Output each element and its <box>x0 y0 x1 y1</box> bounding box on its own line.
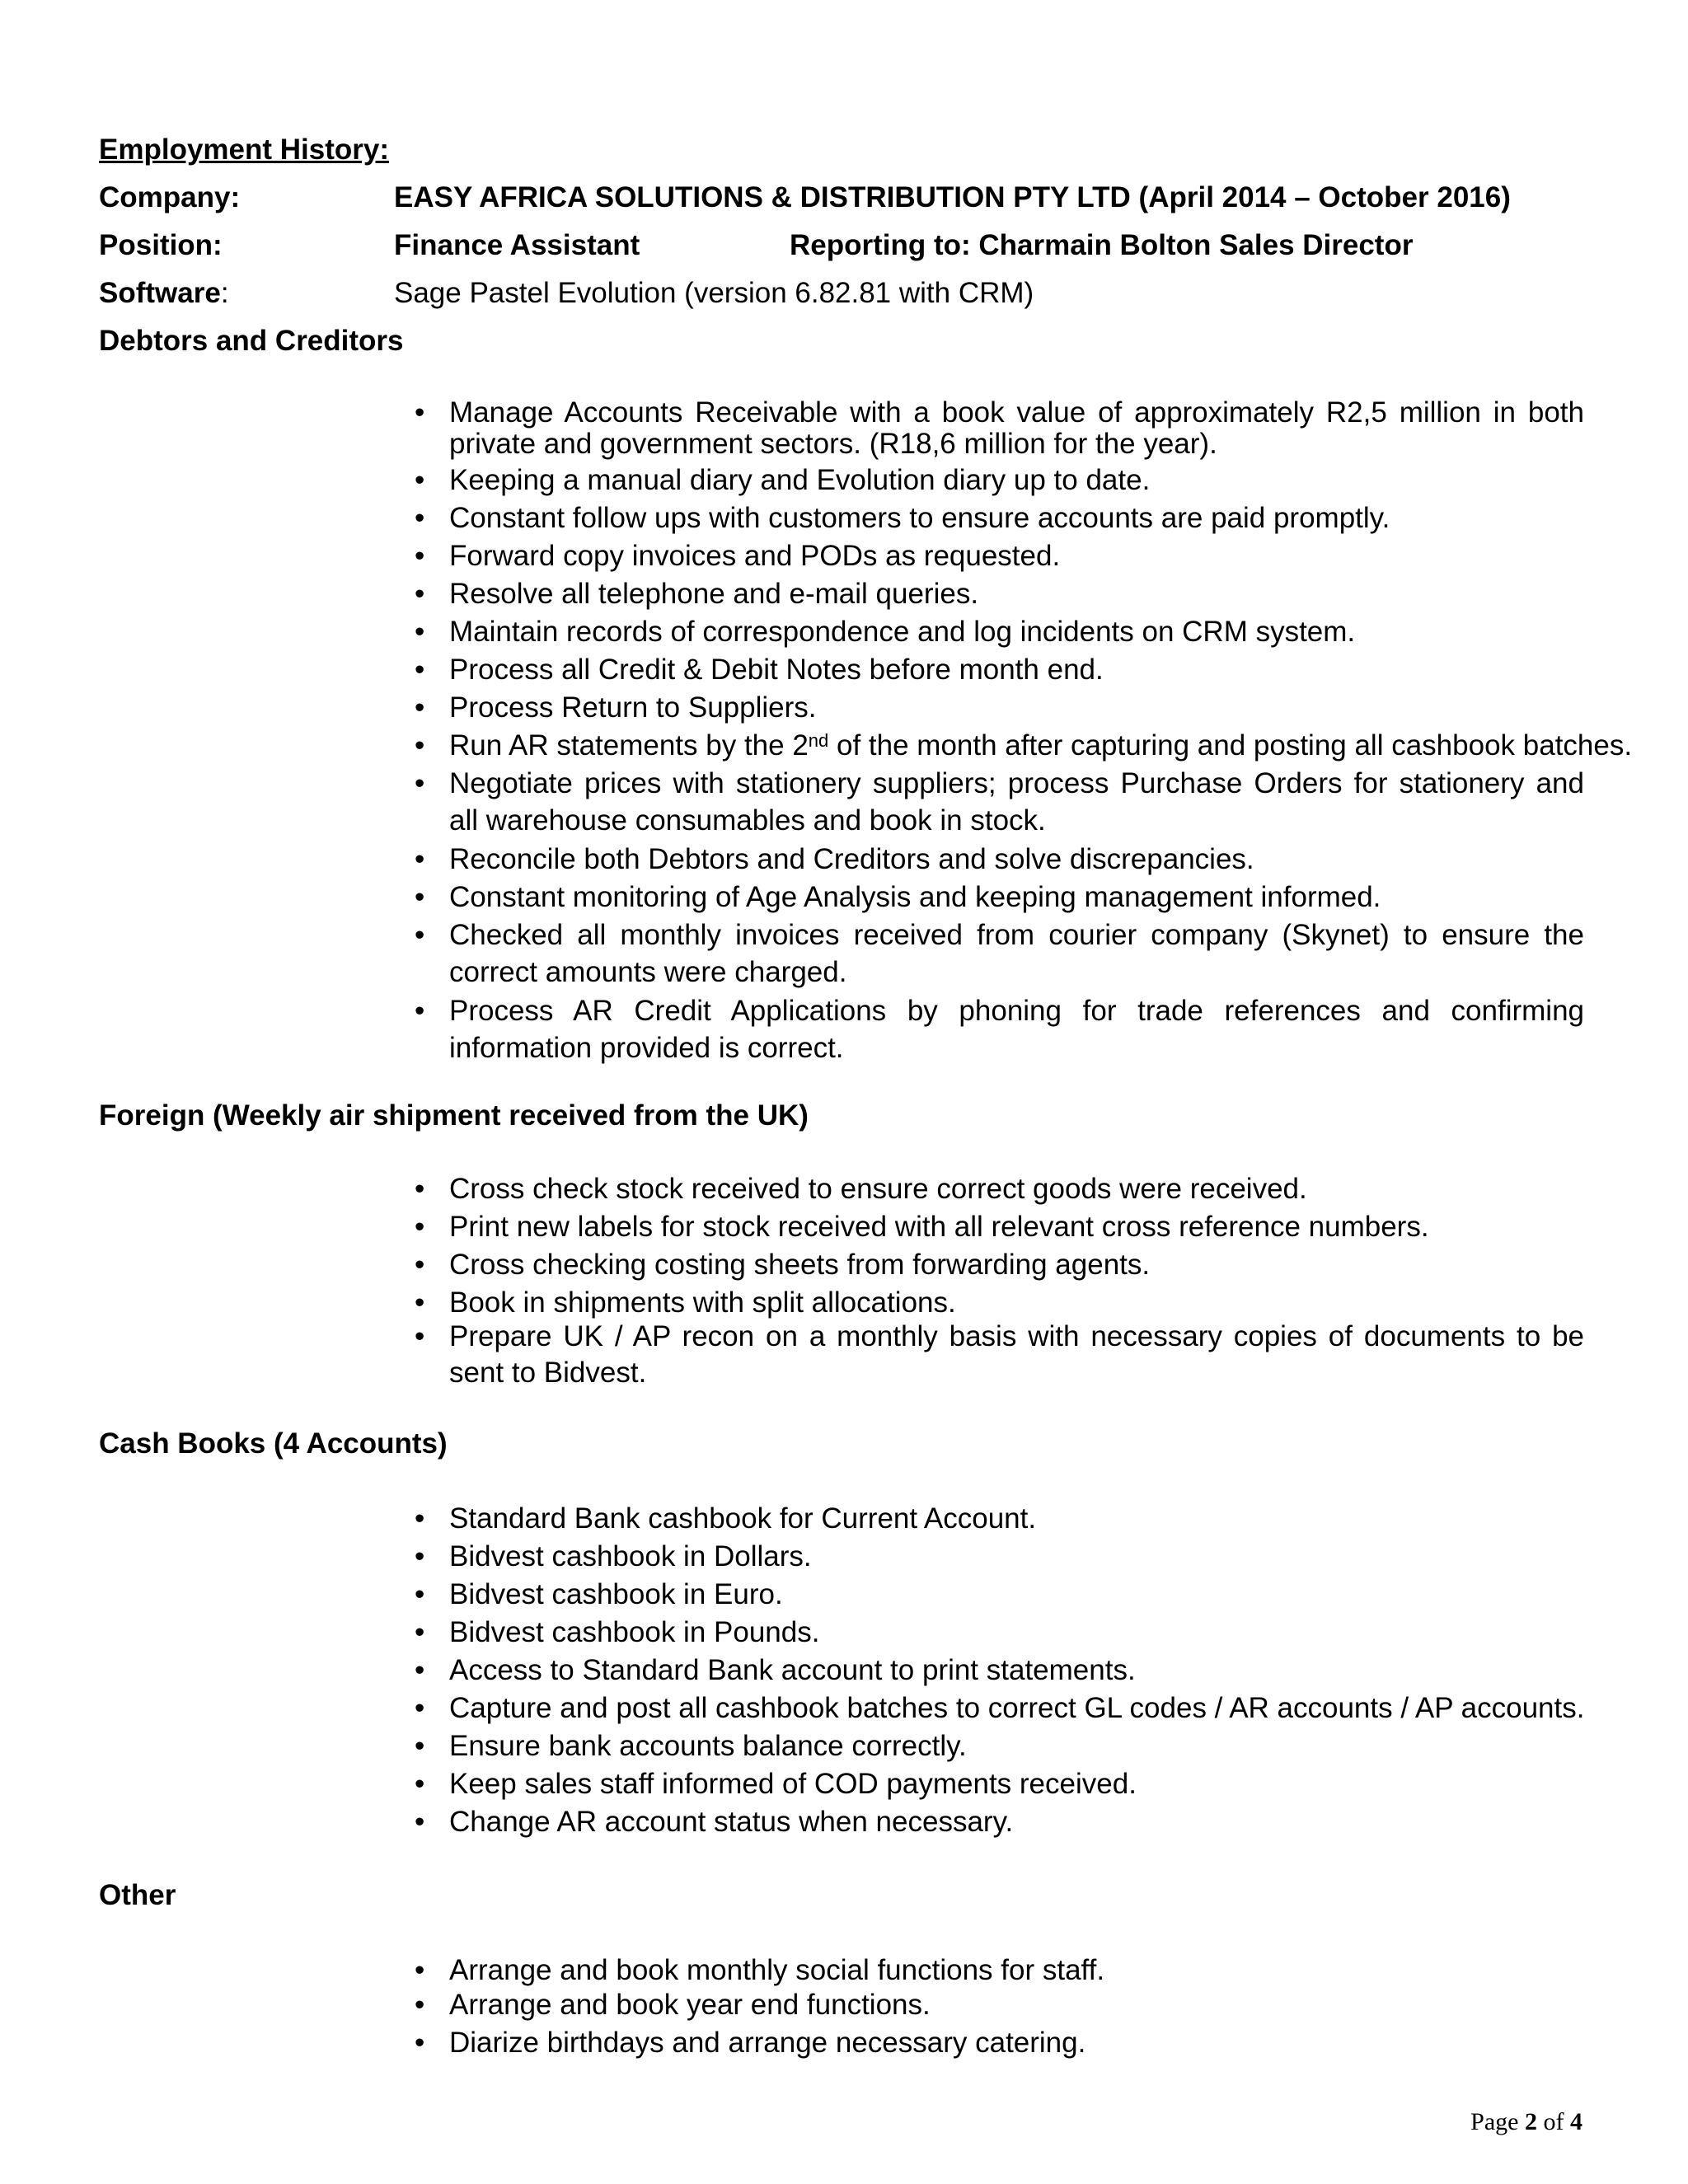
list-item: • Capture and post all cashbook batches to correct GL codes / AR accounts / AP accounts. <box>449 1690 1584 1727</box>
list-item: • Negotiate prices with stationery suppliers; process Purchase Orders for stationery and all warehouse consumables and book in stock. <box>449 765 1584 839</box>
list-item: • Reconcile both Debtors and Creditors and solve discrepancies. <box>449 841 1584 878</box>
bullet-icon: • <box>415 1249 425 1281</box>
software-label: Software <box>99 277 221 309</box>
list-item: • Diarize birthdays and arrange necessary catering. <box>449 2024 1584 2061</box>
list-item: • Process AR Credit Applications by phoning for trade references and confirming information provided is correct. <box>449 992 1584 1066</box>
list-item: • Arrange and book monthly social functions for staff. <box>449 1952 1584 1989</box>
list-item: • Keeping a manual diary and Evolution diary up to date. <box>449 462 1584 499</box>
bullet-icon: • <box>415 1616 425 1648</box>
list-item: • Prepare UK / AP recon on a monthly basis with necessary copies of documents to be sent to Bidvest. <box>415 1320 1584 1389</box>
list-item: • Arrange and book year end functions. <box>449 1986 1584 2023</box>
list-item: • Bidvest cashbook in Euro. <box>449 1576 1584 1613</box>
bullet-icon: • <box>415 502 425 534</box>
bullet-icon: • <box>415 1806 425 1838</box>
software-colon: : <box>220 277 229 309</box>
list-item: • Maintain records of correspondence and log incidents on CRM system. <box>449 613 1584 650</box>
list-item: • Constant monitoring of Age Analysis and keeping management informed. <box>449 879 1584 916</box>
list-item: • Keep sales staff informed of COD payments received. <box>449 1765 1584 1802</box>
list-item: • Bidvest cashbook in Pounds. <box>449 1614 1584 1651</box>
list-item: • Book in shipments with split allocations. <box>449 1284 1584 1321</box>
bullet-icon: • <box>415 691 425 724</box>
superscript: nd <box>808 730 829 751</box>
reporting-to: Reporting to: Charmain Bolton Sales Director <box>790 229 1414 261</box>
list-item: • Manage Accounts Receivable with a book value of approximately R2,5 million in both private and government sectors. (R18,6 million for the year). <box>415 396 1584 460</box>
section-other-title: Other <box>99 1879 176 1911</box>
list-item: • Resolve all telephone and e-mail queries. <box>449 575 1584 612</box>
section-cashbooks-title: Cash Books (4 Accounts) <box>99 1427 448 1460</box>
company-value: EASY AFRICA SOLUTIONS & DISTRIBUTION PTY LTD (April 2014 – October 2016) <box>394 181 1511 213</box>
bullet-icon: • <box>415 767 425 799</box>
bullet-icon: • <box>415 881 425 913</box>
software-value: Sage Pastel Evolution (version 6.82.81 with CRM) <box>394 277 1034 309</box>
bullet-icon: • <box>415 1286 425 1319</box>
position-label: Position: <box>99 229 223 261</box>
bullet-icon: • <box>415 1954 425 1986</box>
list-item-run-ar: • Run AR statements by the 2nd of the month after capturing and posting all cashbook batches. <box>449 727 1584 764</box>
list-item: • Ensure bank accounts balance correctly. <box>449 1727 1584 1765</box>
list-item: • Process Return to Suppliers. <box>449 689 1584 726</box>
bullet-icon: • <box>415 1730 425 1762</box>
list-item: • Checked all monthly invoices received from courier company (Skynet) to ensure the correct amounts were charged. <box>449 916 1584 991</box>
bullet-icon: • <box>415 2027 425 2059</box>
list-item: • Constant follow ups with customers to ensure accounts are paid promptly. <box>449 499 1584 537</box>
bullet-icon: • <box>415 729 425 762</box>
bullet-icon: • <box>415 616 425 648</box>
bullet-icon: • <box>415 1173 425 1205</box>
page-number: Page 2 of 4 <box>1470 2108 1582 2135</box>
list-item: • Process all Credit & Debit Notes before month end. <box>449 651 1584 688</box>
list-item: • Print new labels for stock received with all relevant cross reference numbers. <box>449 1208 1584 1245</box>
list-item: • Cross check stock received to ensure correct goods were received. <box>449 1170 1584 1207</box>
bullet-icon: • <box>415 919 425 951</box>
list-item: • Change AR account status when necessary. <box>449 1803 1584 1840</box>
software-label-wrap <box>99 277 229 310</box>
list-item: • Cross checking costing sheets from forwarding agents. <box>449 1246 1584 1283</box>
bullet-icon: • <box>415 396 425 429</box>
list-item: • Standard Bank cashbook for Current Account. <box>449 1500 1584 1537</box>
company-label: Company: <box>99 181 241 213</box>
bullet-icon: • <box>415 843 425 875</box>
bullet-icon: • <box>415 1540 425 1572</box>
section-title: Employment History: <box>99 134 389 166</box>
bullet-icon: • <box>415 1578 425 1610</box>
bullet-icon: • <box>415 1211 425 1243</box>
bullet-icon: • <box>415 1692 425 1724</box>
bullet-icon: • <box>415 1989 425 2021</box>
bullet-icon: • <box>415 1502 425 1535</box>
bullet-icon: • <box>415 1654 425 1686</box>
bullet-icon: • <box>415 464 425 496</box>
bullet-icon: • <box>415 654 425 686</box>
section-debtors-title: Debtors and Creditors <box>99 325 404 357</box>
bullet-icon: • <box>415 995 425 1027</box>
section-foreign-title: Foreign (Weekly air shipment received from the UK) <box>99 1099 809 1132</box>
list-item: • Access to Standard Bank account to print statements. <box>449 1652 1584 1689</box>
bullet-icon: • <box>415 578 425 610</box>
position-value: Finance Assistant <box>394 229 640 261</box>
list-item: • Bidvest cashbook in Dollars. <box>449 1538 1584 1575</box>
bullet-icon: • <box>415 1768 425 1800</box>
list-item: • Forward copy invoices and PODs as requested. <box>449 537 1584 574</box>
bullet-icon: • <box>415 1320 425 1352</box>
bullet-icon: • <box>415 540 425 572</box>
